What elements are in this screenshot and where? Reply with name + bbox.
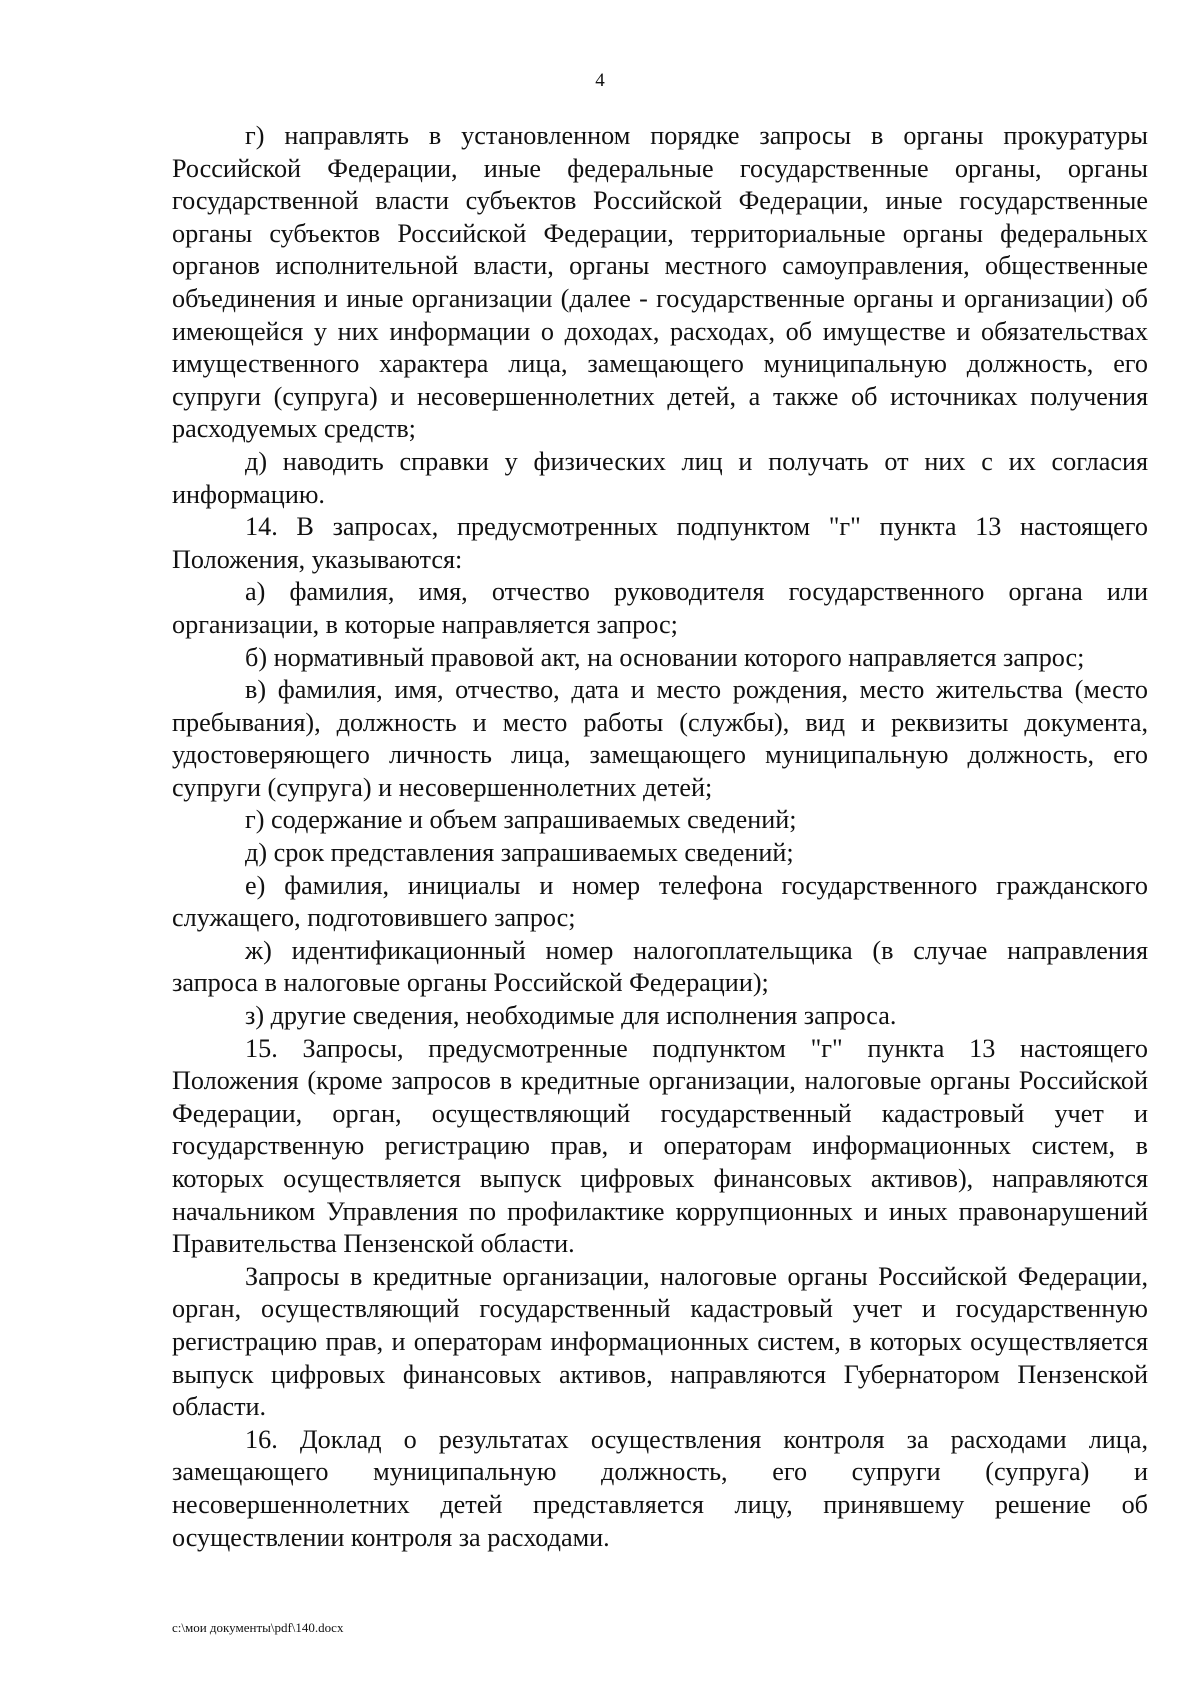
paragraph-14-d: д) срок представления запрашиваемых сведений; — [245, 838, 794, 868]
paragraph-13-g: г) направлять в установленном порядке запросы в органы прокуратуры Российской Федерации, иные федеральные государственные органы, органы государственной власти субъектов Российской Федерации, иные государственные органы субъектов Российской Федерации, территориальные органы федеральных органов исполнительной власти, органы местного самоуправления, общественные объединения и иные организации (далее - государственные органы и организации) об имеющейся у них информации о доходах, расходах, об имуществе и обязательствах имущественного характера лица, замещающего муниципальную должность, его супруги (супруга) и несовершеннолетних детей, а также об источниках получения расходуемых средств; — [172, 121, 1148, 444]
paragraph-14-z: з) другие сведения, необходимые для исполнения запроса. — [245, 1001, 897, 1031]
paragraph-14-a: а) фамилия, имя, отчество руководителя государственного органа или организации, в которые направляется запрос; — [172, 577, 1148, 639]
document-body — [172, 120, 1148, 1554]
paragraph-15-part2: Запросы в кредитные организации, налоговые органы Российской Федерации, орган, осуществляющий государственный кадастровый учет и государственную регистрацию прав, и операторам информационных систем, в которых осуществляется выпуск цифровых финансовых активов, направляются Губернатором Пензенской области. — [172, 1261, 1148, 1422]
paragraph-14-g: г) содержание и объем запрашиваемых сведений; — [245, 805, 797, 835]
paragraph-14-e: е) фамилия, инициалы и номер телефона государственного гражданского служащего, подготовившего запрос; — [172, 870, 1148, 933]
paragraph-14: 14. В запросах, предусмотренных подпунктом "г" пункта 13 настоящего Положения, указываются: — [172, 512, 1148, 574]
page-number: 4 — [595, 70, 605, 91]
paragraph-14-v: в) фамилия, имя, отчество, дата и место рождения, место жительства (место пребывания), должность и место работы (службы), вид и реквизиты документа, удостоверяющего личность лица, замещающего муниципальную должность, его супруги (супруга) и несовершеннолетних детей; — [172, 675, 1148, 802]
paragraph-15: 15. Запросы, предусмотренные подпунктом "г" пункта 13 настоящего Положения (кроме запросов в кредитные организации, налоговые органы Российской Федерации, орган, осуществляющий государственный кадастровый учет и государственную регистрацию прав, и операторам информационных систем, в которых осуществляется выпуск цифровых финансовых активов), направляются начальником Управления по профилактике коррупционных и иных правонарушений Правительства Пензенской области. — [172, 1033, 1148, 1259]
file-path-footer: c:\мои документы\pdf\140.docx — [172, 1620, 344, 1635]
paragraph-14-b: б) нормативный правовой акт, на основании которого направляется запрос; — [245, 642, 1085, 672]
paragraph-13-d: д) наводить справки у физических лиц и получать от них с их согласия информацию. — [172, 446, 1148, 509]
paragraph-16: 16. Доклад о результатах осуществления контроля за расходами лица, замещающего муниципальную должность, его супруги (супруга) и несовершеннолетних детей представляется лицу, принявшему решение об осуществлении контроля за расходами. — [172, 1424, 1148, 1552]
paragraph-14-zh: ж) идентификационный номер налогоплательщика (в случае направления запроса в налоговые органы Российской Федерации); — [172, 935, 1148, 998]
